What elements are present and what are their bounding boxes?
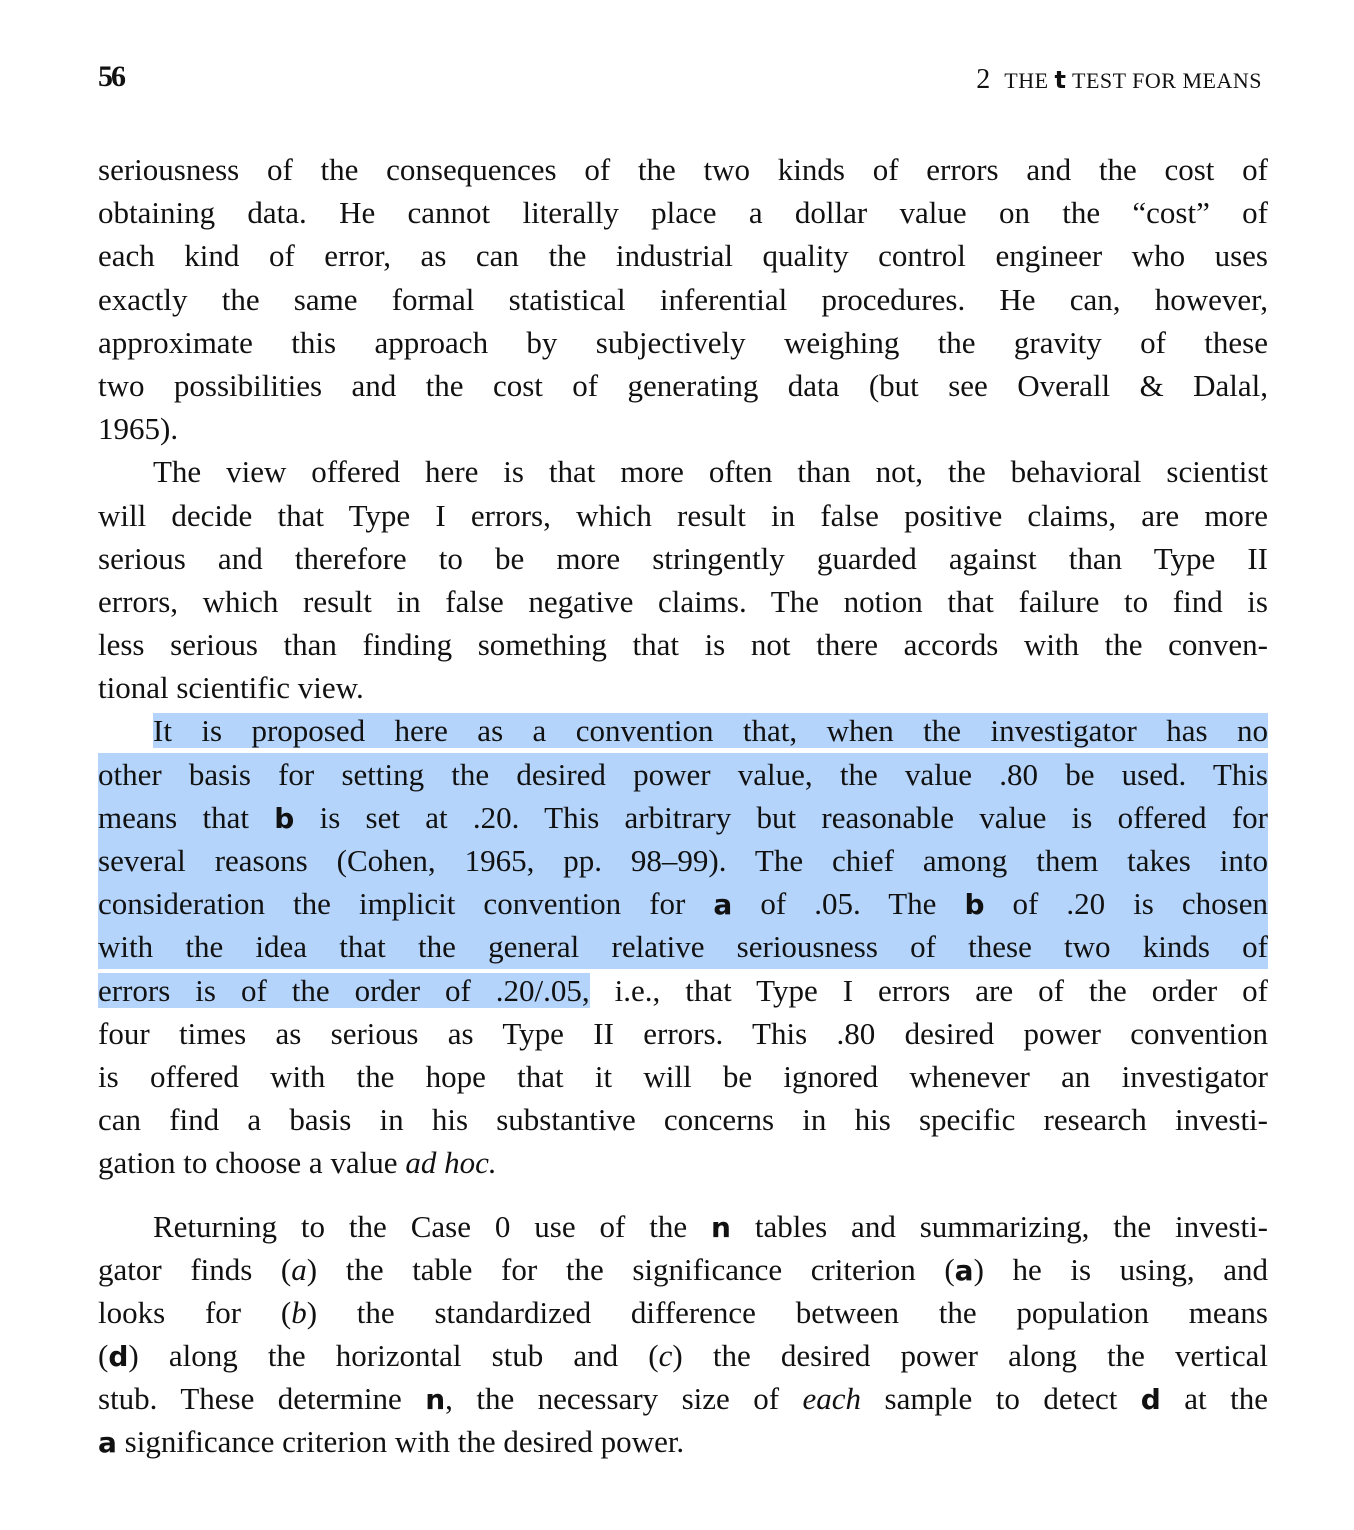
text-span: gation to choose a value xyxy=(98,1145,406,1181)
text-line xyxy=(98,1420,1268,1463)
paragraph-2 xyxy=(98,450,1268,709)
d-symbol: d xyxy=(1140,1383,1161,1417)
text-line xyxy=(98,1141,1268,1184)
beta-symbol: b xyxy=(964,888,985,922)
d-symbol: d xyxy=(108,1340,129,1374)
text-span: at the xyxy=(1160,1381,1268,1417)
n-symbol: n xyxy=(425,1383,446,1417)
text-line: The view offered here is that more often than not, the behavioral scientist xyxy=(153,454,1268,490)
text-line: 1965). xyxy=(98,411,179,447)
text-span: consideration the implicit convention for xyxy=(98,886,714,922)
text-selection[interactable]: several reasons (Cohen, 1965, pp. 98–99). The chief among them takes into xyxy=(98,839,1268,882)
text-line xyxy=(98,1248,1268,1291)
text-span: ) the desired power along the vertical xyxy=(672,1338,1268,1374)
text-selection[interactable] xyxy=(98,882,1268,925)
text-span: Returning to the Case 0 use of the xyxy=(153,1208,711,1244)
paragraph-gap xyxy=(98,1185,1268,1205)
paragraph-3-highlighted[interactable] xyxy=(98,709,1268,1184)
text-line xyxy=(98,1205,1268,1248)
title-post: TEST FOR MEANS xyxy=(1072,68,1262,93)
text-line: two possibilities and the cost of generating data (but see Overall & Dalal, xyxy=(98,367,1268,403)
text-line: will decide that Type I errors, which result in false positive claims, are more xyxy=(98,497,1268,533)
text-span: looks for ( xyxy=(98,1294,292,1330)
text-selection[interactable]: with the idea that the general relative seriousness of these two kinds of xyxy=(98,925,1268,968)
text-span: ( xyxy=(98,1338,109,1374)
text-line: serious and therefore to be more stringently guarded against than Type II xyxy=(98,540,1268,576)
text-line: four times as serious as Type II errors. This .80 desired power convention xyxy=(98,1015,1268,1051)
text-line xyxy=(98,1291,1268,1334)
italic-text: c xyxy=(658,1338,673,1374)
n-symbol: n xyxy=(711,1210,731,1244)
text-span: ) the standardized difference between the population means xyxy=(306,1294,1268,1330)
text-span: ) along the horizontal stub and ( xyxy=(128,1338,659,1374)
title-pre: THE xyxy=(1004,68,1049,93)
text-line: tional scientific view. xyxy=(98,670,364,706)
text-span: tables and summarizing, the investi- xyxy=(730,1208,1268,1244)
text-line: less serious than finding something that is not there accords with the conven- xyxy=(98,627,1268,663)
chapter-number: 2 xyxy=(976,64,991,95)
paragraph-1 xyxy=(98,148,1268,450)
running-title xyxy=(976,64,1262,96)
italic-text: b xyxy=(291,1294,307,1330)
text-span: , the necessary size of xyxy=(445,1381,803,1417)
text-selection[interactable]: other basis for setting the desired power value, the value .80 be used. This xyxy=(98,753,1268,796)
text-line: is offered with the hope that it will be ignored whenever an investigator xyxy=(98,1058,1268,1094)
italic-text: each xyxy=(802,1381,862,1417)
text-line: errors, which result in false negative claims. The notion that failure to find is xyxy=(98,583,1268,619)
text-span: i.e., that Type I errors are of the order of xyxy=(589,972,1268,1008)
text-line xyxy=(98,1377,1268,1420)
text-span: sample to detect xyxy=(861,1381,1141,1417)
italic-text: a xyxy=(291,1251,307,1287)
page-body xyxy=(98,148,1268,1464)
text-span: ) he is using, and xyxy=(973,1251,1268,1287)
alpha-symbol: a xyxy=(98,1426,117,1460)
alpha-symbol: a xyxy=(954,1253,974,1287)
text-line: obtaining data. He cannot literally place a dollar value on the “cost” of xyxy=(98,195,1268,231)
text-line: exactly the same formal statistical inferential procedures. He can, however, xyxy=(98,281,1268,317)
text-line: seriousness of the consequences of the two kinds of errors and the cost of xyxy=(98,152,1268,187)
text-span: of .05. The xyxy=(732,886,965,922)
text-line: approximate this approach by subjectively weighing the gravity of these xyxy=(98,324,1268,360)
title-symbol: t xyxy=(1054,66,1067,94)
alpha-symbol: a xyxy=(713,888,733,922)
text-line xyxy=(98,709,1268,752)
text-selection[interactable] xyxy=(98,796,1268,839)
page-number: 56 xyxy=(98,60,124,93)
text-line xyxy=(98,969,1268,1012)
text-line: can find a basis in his substantive concerns in his specific research investi- xyxy=(98,1102,1268,1138)
text-line xyxy=(98,1334,1268,1377)
text-selection[interactable]: It is proposed here as a convention that, when the investigator has no xyxy=(153,713,1268,749)
beta-symbol: b xyxy=(274,801,295,835)
text-span: means that xyxy=(98,799,275,835)
text-span: stub. These determine xyxy=(98,1381,426,1417)
text-span: significance criterion with the desired power. xyxy=(116,1424,685,1460)
text-span: of .20 is chosen xyxy=(984,886,1268,922)
text-span: is set at .20. This arbitrary but reasonable value is offered for xyxy=(294,799,1268,835)
text-selection[interactable]: errors is of the order of .20/.05, xyxy=(98,972,590,1008)
running-header xyxy=(98,60,1262,100)
text-span: ) the table for the significance criterion ( xyxy=(306,1251,955,1287)
italic-text: ad hoc. xyxy=(405,1145,497,1181)
text-span: gator finds ( xyxy=(98,1251,292,1287)
paragraph-4 xyxy=(98,1205,1268,1464)
text-line: each kind of error, as can the industrial quality control engineer who uses xyxy=(98,238,1268,274)
